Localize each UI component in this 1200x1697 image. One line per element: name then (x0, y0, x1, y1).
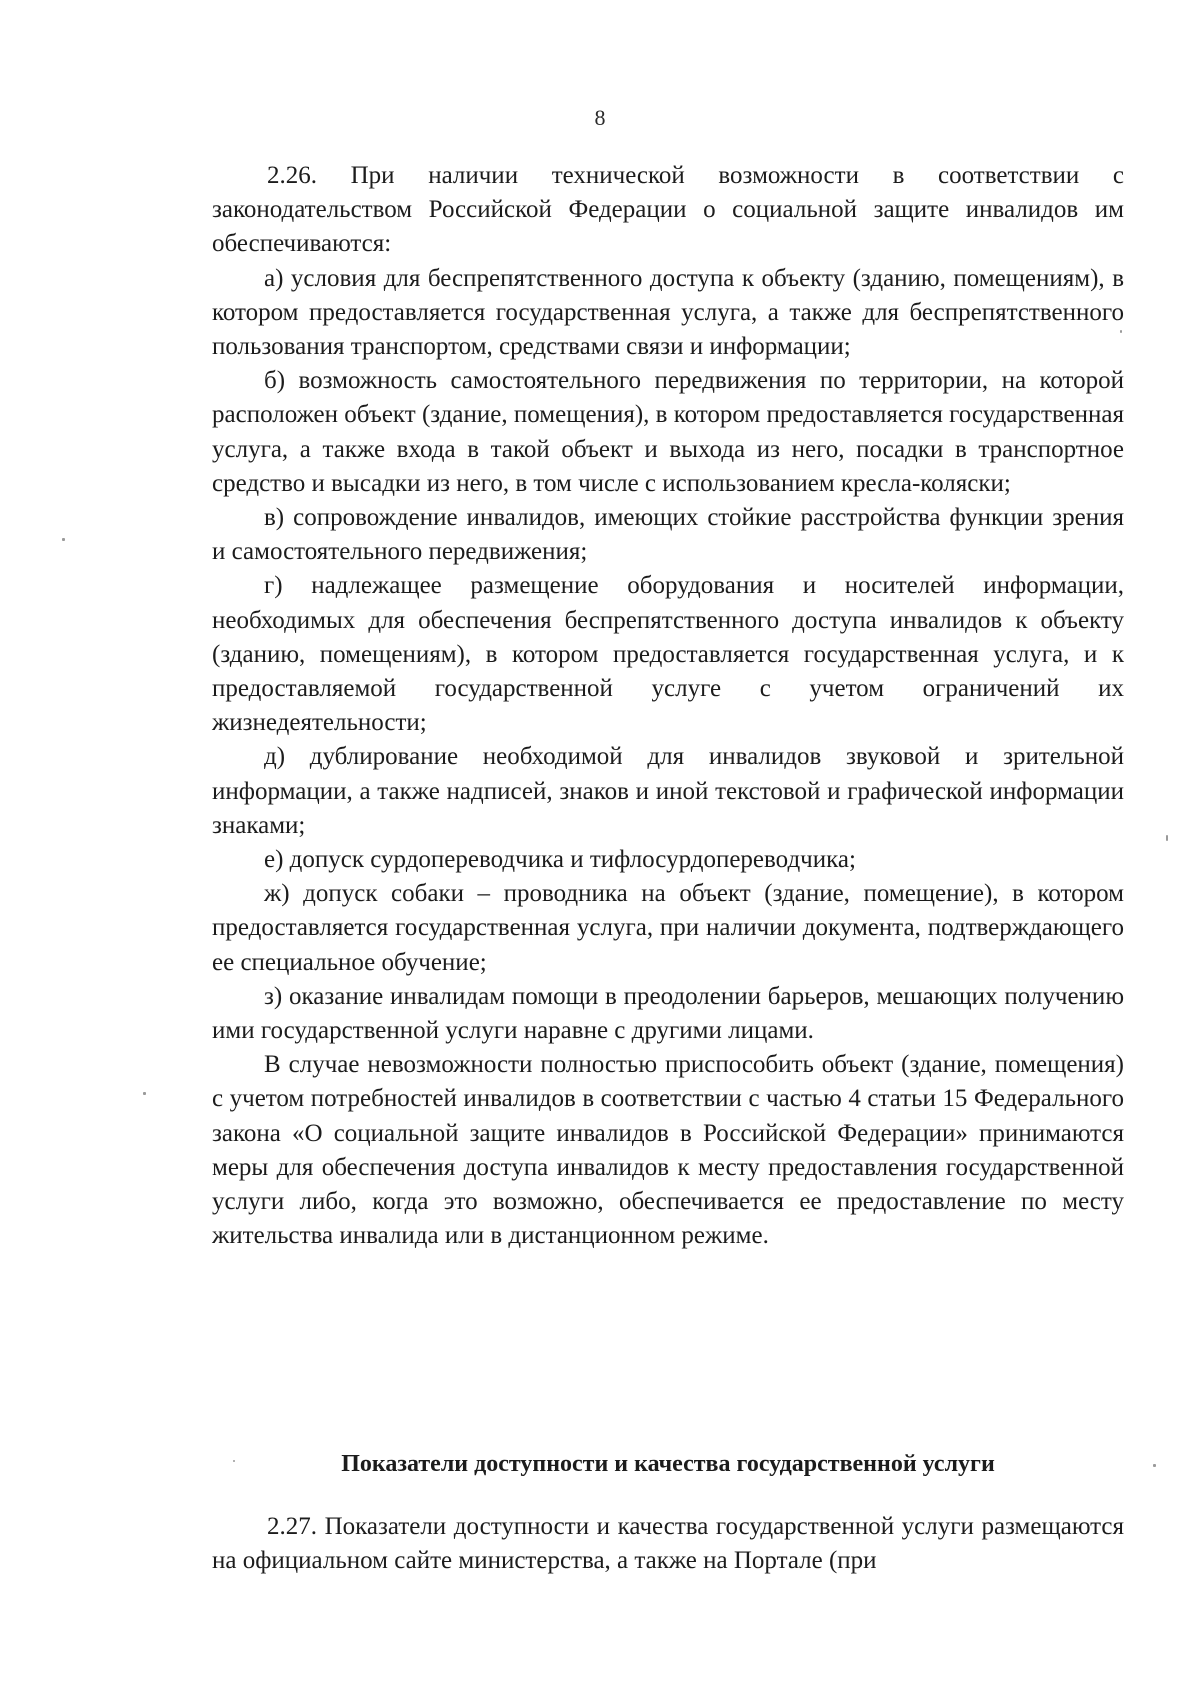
page-number: 8 (594, 105, 606, 130)
body-text-continued (212, 1510, 1124, 1578)
scan-speck (143, 1092, 146, 1095)
paragraph-item-e: е) допуск сурдопереводчика и тифлосурдопереводчика; (264, 846, 856, 874)
paragraph-item-z: з) оказание инвалидам помощи в преодолении барьеров, мешающих получению ими государственной услуги наравне с другими лицами. (212, 982, 1124, 1045)
scan-speck (1153, 1464, 1156, 1467)
paragraph-item-zh: ж) допуск собаки – проводника на объект (здание, помещение), в котором предоставляется государственная услуга, при наличии документа, подтверждающего ее специальное обучение; (212, 880, 1124, 976)
paragraph-item-g: г) надлежащее размещение оборудования и носителей информации, необходимых для обеспечения беспрепятственного доступа инвалидов к объекту (зданию, помещениям), в котором предоставляется государственная услуга, и к предоставляемой государственной услуге с учетом ограничений их жизнедеятельности; (212, 572, 1124, 737)
paragraph-item-d: д) дублирование необходимой для инвалидов звуковой и зрительной информации, а также надписей, знаков и иной текстовой и графической информации знаками; (212, 743, 1124, 839)
section-heading: Показатели доступности и качества государственной услуги (341, 1451, 995, 1477)
scan-speck (1166, 835, 1168, 841)
scan-speck (62, 538, 65, 541)
paragraph-2-26: 2.26. При наличии технической возможности в соответствии с законодательством Российской Федерации о социальной защите инвалидов им обеспечиваются: (212, 162, 1124, 258)
paragraph-item-a: а) условия для беспрепятственного доступа к объекту (зданию, помещениям), в котором предоставляется государственная услуга, а также для беспрепятственного пользования транспортом, средствами связи и информации; (212, 264, 1124, 361)
paragraph-item-b: б) возможность самостоятельного передвижения по территории, на которой расположен объект (здание, помещения), в котором предоставляется государственная услуга, а также входа в такой объект и выхода из него, посадки в транспортное средство и высадки из него, в том числе с использованием кресла-коляски; (212, 367, 1124, 497)
paragraph-item-v: в) сопровождение инвалидов, имеющих стойкие расстройства функции зрения и самостоятельного передвижения; (212, 504, 1124, 566)
paragraph-2-27: 2.27. Показатели доступности и качества государственной услуги размещаются на официальном сайте министерства, а также на Портале (при (212, 1513, 1124, 1575)
paragraph-impossibility-case: В случае невозможности полностью приспособить объект (здание, помещения) с учетом потребностей инвалидов в соответствии с частью 4 статьи 15 Федерального закона «О социальной защите инвалидов в Российской Федерации» принимаются меры для обеспечения доступа инвалидов к месту предоставления государственной услуги либо, когда это возможно, обеспечивается ее предоставление по месту жительства инвалида или в дистанционном режиме. (212, 1051, 1124, 1250)
scan-speck (233, 1460, 235, 1462)
scan-speck (1120, 330, 1122, 333)
body-text (212, 159, 1124, 1254)
